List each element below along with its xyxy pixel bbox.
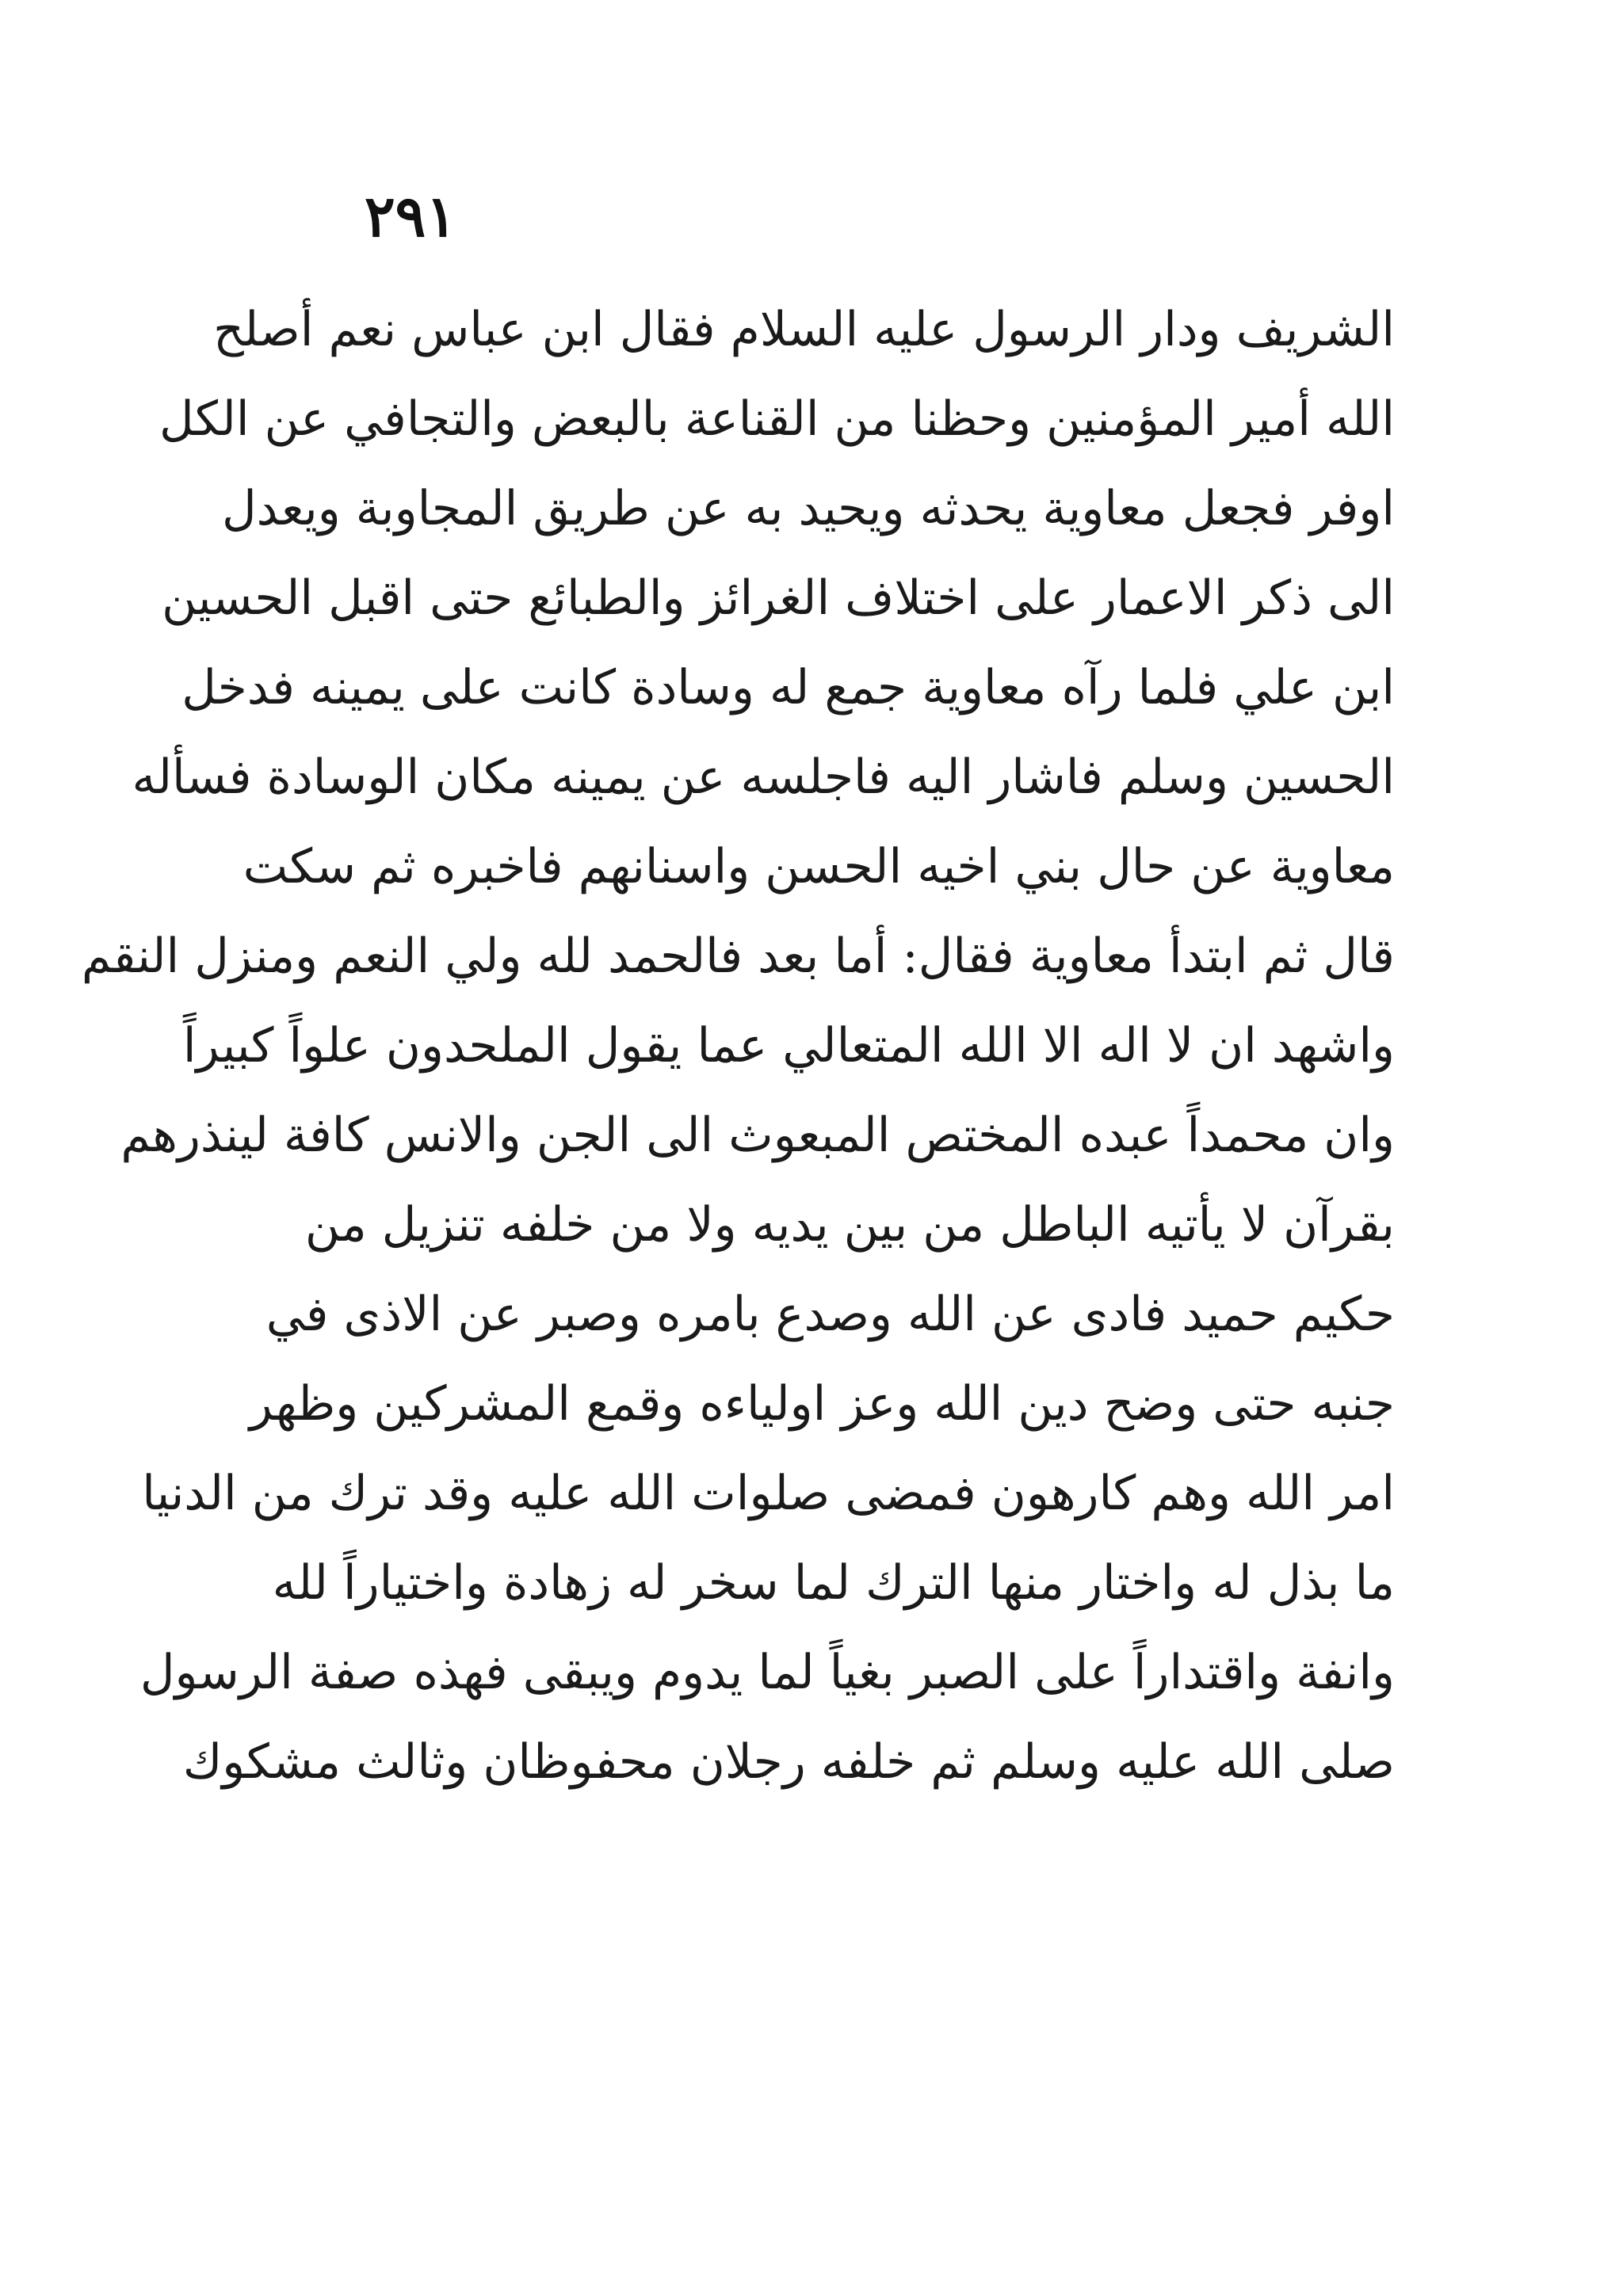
text-line: وان محمداً عبده المختص المبعوث الى الجن والانس كافة لينذرهم bbox=[120, 1108, 1395, 1163]
text-line: ما بذل له واختار منها الترك لما سخر له زهادة واختياراً لله bbox=[272, 1555, 1395, 1611]
arabic-text-block bbox=[81, 285, 1395, 1807]
text-line: وانفة واقتداراً على الصبر بغياً لما يدوم ويبقى فهذه صفة الرسول bbox=[139, 1645, 1395, 1700]
text-line: الله أمير المؤمنين وحظنا من القناعة بالبعض والتجافي عن الكل bbox=[158, 391, 1395, 447]
text-line: امر الله وهم كارهون فمضى صلوات الله عليه وقد ترك من الدنيا bbox=[142, 1466, 1395, 1521]
text-line: معاوية عن حال بني اخيه الحسن واسنانهم فاخبره ثم سكت bbox=[242, 839, 1395, 894]
text-line: اوفر فجعل معاوية يحدثه ويحيد به عن طريق المجاوبة ويعدل bbox=[221, 481, 1395, 536]
text-line: جنبه حتى وضح دين الله وعز اولياءه وقمع المشركين وظهر bbox=[249, 1376, 1395, 1432]
text-line: الشريف ودار الرسول عليه السلام فقال ابن عباس نعم أصلح bbox=[213, 302, 1395, 357]
text-line: صلى الله عليه وسلم ثم خلفه رجلان محفوظان وثالث مشكوك bbox=[182, 1734, 1395, 1790]
page-number: ٢٩١ bbox=[365, 182, 457, 250]
text-line: حكيم حميد فادى عن الله وصدع بامره وصبر عن الاذى في bbox=[265, 1287, 1395, 1342]
text-line: الحسين وسلم فاشار اليه فاجلسه عن يمينه مكان الوسادة فسأله bbox=[132, 749, 1395, 805]
text-line: واشهد ان لا اله الا الله المتعالي عما يقول الملحدون علواً كبيراً bbox=[182, 1018, 1395, 1074]
text-line: الى ذكر الاعمار على اختلاف الغرائز والطبائع حتى اقبل الحسين bbox=[162, 570, 1395, 626]
text-line: ابن علي فلما رآه معاوية جمع له وسادة كانت على يمينه فدخل bbox=[181, 660, 1395, 715]
text-line: قال ثم ابتدأ معاوية فقال: أما بعد فالحمد لله ولي النعم ومنزل النقم bbox=[81, 929, 1395, 984]
text-line: بقرآن لا يأتيه الباطل من بين يديه ولا من خلفه تنزيل من bbox=[304, 1197, 1395, 1253]
